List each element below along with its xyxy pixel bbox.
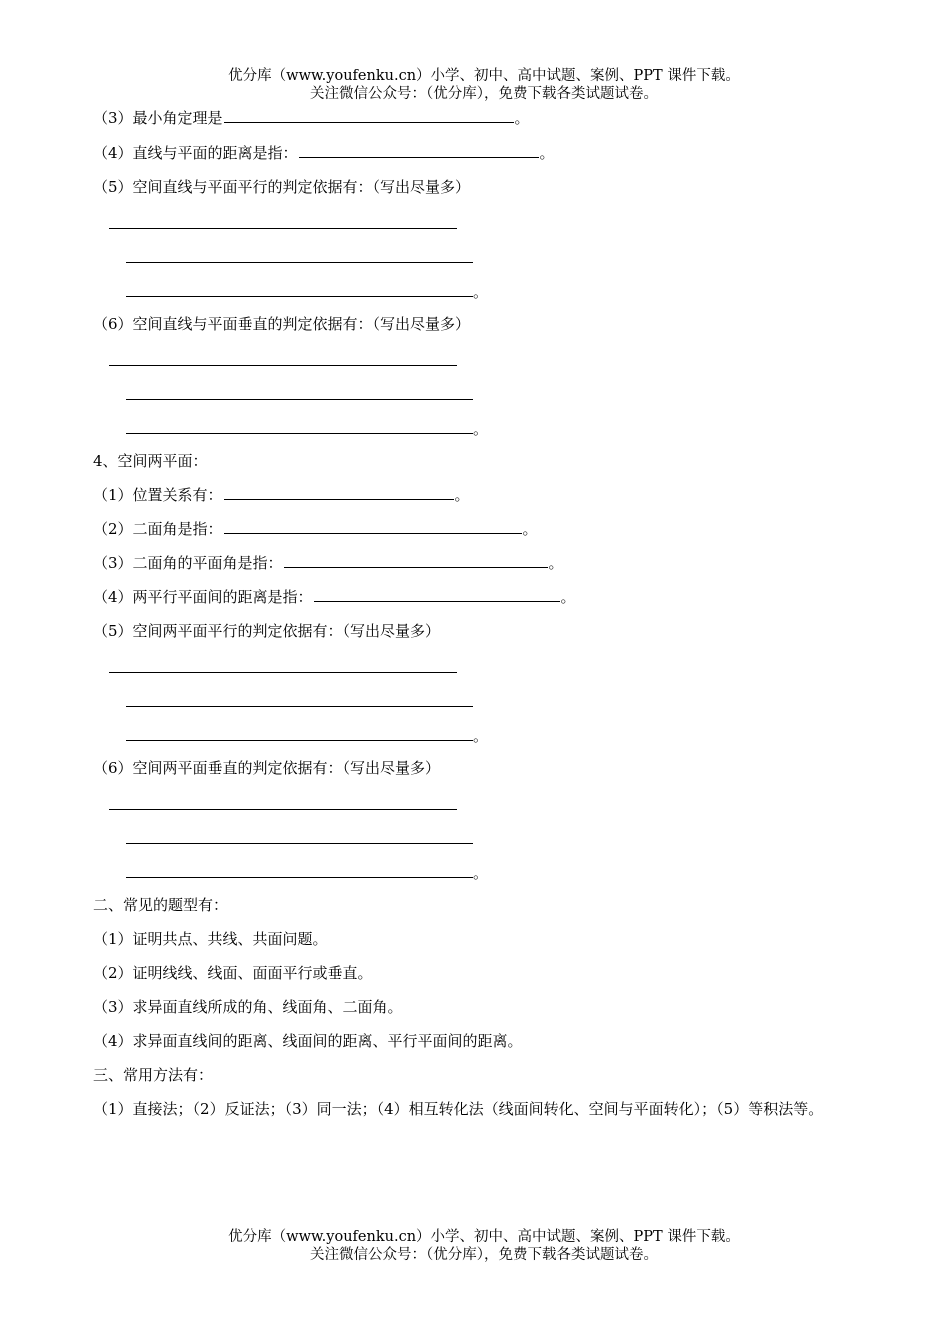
methods-paragraph: （1）直接法；（2）反证法；（3）同一法；（4）相互转化法（线面间转化、空间与平面转化）；（5）等积法等。 <box>93 1100 824 1118</box>
item-label: （3）二面角的平面角是指： <box>93 554 283 572</box>
period: 。 <box>473 420 489 438</box>
section-common-methods-title: 三、常用方法有： <box>93 1066 214 1084</box>
answer-blank[interactable] <box>284 553 548 568</box>
period: 。 <box>473 283 489 301</box>
answer-rule[interactable] <box>126 433 473 434</box>
answer-rule[interactable] <box>126 740 473 741</box>
item-label: （4）直线与平面的距离是指： <box>93 144 298 162</box>
item-label: （4）两平行平面间的距离是指： <box>93 588 313 606</box>
period: 。 <box>548 554 564 572</box>
item-line-plane-parallel-criteria: （5）空间直线与平面平行的判定依据有：（写出尽量多） <box>93 178 471 196</box>
page-footer <box>0 1228 950 1264</box>
section-two-planes-title: 4、空间两平面： <box>93 452 208 470</box>
answer-rule[interactable] <box>109 672 457 673</box>
answer-rule[interactable] <box>126 706 473 707</box>
list-item: （2）证明线线、线面、面面平行或垂直。 <box>93 964 373 982</box>
answer-blank[interactable] <box>224 108 514 123</box>
section-common-problem-types-title: 二、常见的题型有： <box>93 896 229 914</box>
footer-line-1: 优分库（www.youfenku.cn）小学、初中、高中试题、案例、PPT 课件下载。 <box>228 1229 740 1245</box>
period: 。 <box>454 486 470 504</box>
list-item: （1）证明共点、共线、共面问题。 <box>93 930 328 948</box>
answer-rule[interactable] <box>109 228 457 229</box>
period: 。 <box>539 144 555 162</box>
item-label: （3）最小角定理是 <box>93 109 223 127</box>
answer-rule[interactable] <box>126 296 473 297</box>
item-planes-perpendicular-criteria: （6）空间两平面垂直的判定依据有：（写出尽量多） <box>93 759 441 777</box>
period: 。 <box>514 109 530 127</box>
item-min-angle-theorem <box>93 108 530 128</box>
page-header <box>0 67 950 103</box>
list-item: （3）求异面直线所成的角、线面角、二面角。 <box>93 998 403 1016</box>
period: 。 <box>473 864 489 882</box>
item-label: （1）位置关系有： <box>93 486 223 504</box>
answer-rule[interactable] <box>126 399 473 400</box>
period: 。 <box>473 727 489 745</box>
item-line-plane-perpendicular-criteria: （6）空间直线与平面垂直的判定依据有：（写出尽量多） <box>93 315 471 333</box>
item-position-relation <box>93 485 470 505</box>
answer-rule[interactable] <box>126 877 473 878</box>
answer-blank[interactable] <box>314 587 560 602</box>
item-parallel-planes-distance <box>93 587 576 607</box>
answer-blank[interactable] <box>299 143 539 158</box>
period: 。 <box>522 520 538 538</box>
answer-blank[interactable] <box>224 485 454 500</box>
item-dihedral-angle <box>93 519 538 539</box>
item-label: （2）二面角是指： <box>93 520 223 538</box>
header-line-1: 优分库（www.youfenku.cn）小学、初中、高中试题、案例、PPT 课件下载。 <box>228 68 740 84</box>
list-item: （4）求异面直线间的距离、线面间的距离、平行平面间的距离。 <box>93 1032 523 1050</box>
answer-rule[interactable] <box>109 365 457 366</box>
header-line-2: 关注微信公众号：（优分库），免费下载各类试题试卷。 <box>310 86 658 102</box>
footer-line-2: 关注微信公众号：（优分库），免费下载各类试题试卷。 <box>310 1247 658 1263</box>
answer-rule[interactable] <box>109 809 457 810</box>
answer-blank[interactable] <box>224 519 522 534</box>
item-plane-angle-of-dihedral <box>93 553 564 573</box>
item-planes-parallel-criteria: （5）空间两平面平行的判定依据有：（写出尽量多） <box>93 622 441 640</box>
answer-rule[interactable] <box>126 843 473 844</box>
answer-rule[interactable] <box>126 262 473 263</box>
period: 。 <box>560 588 576 606</box>
item-line-plane-distance <box>93 143 555 163</box>
